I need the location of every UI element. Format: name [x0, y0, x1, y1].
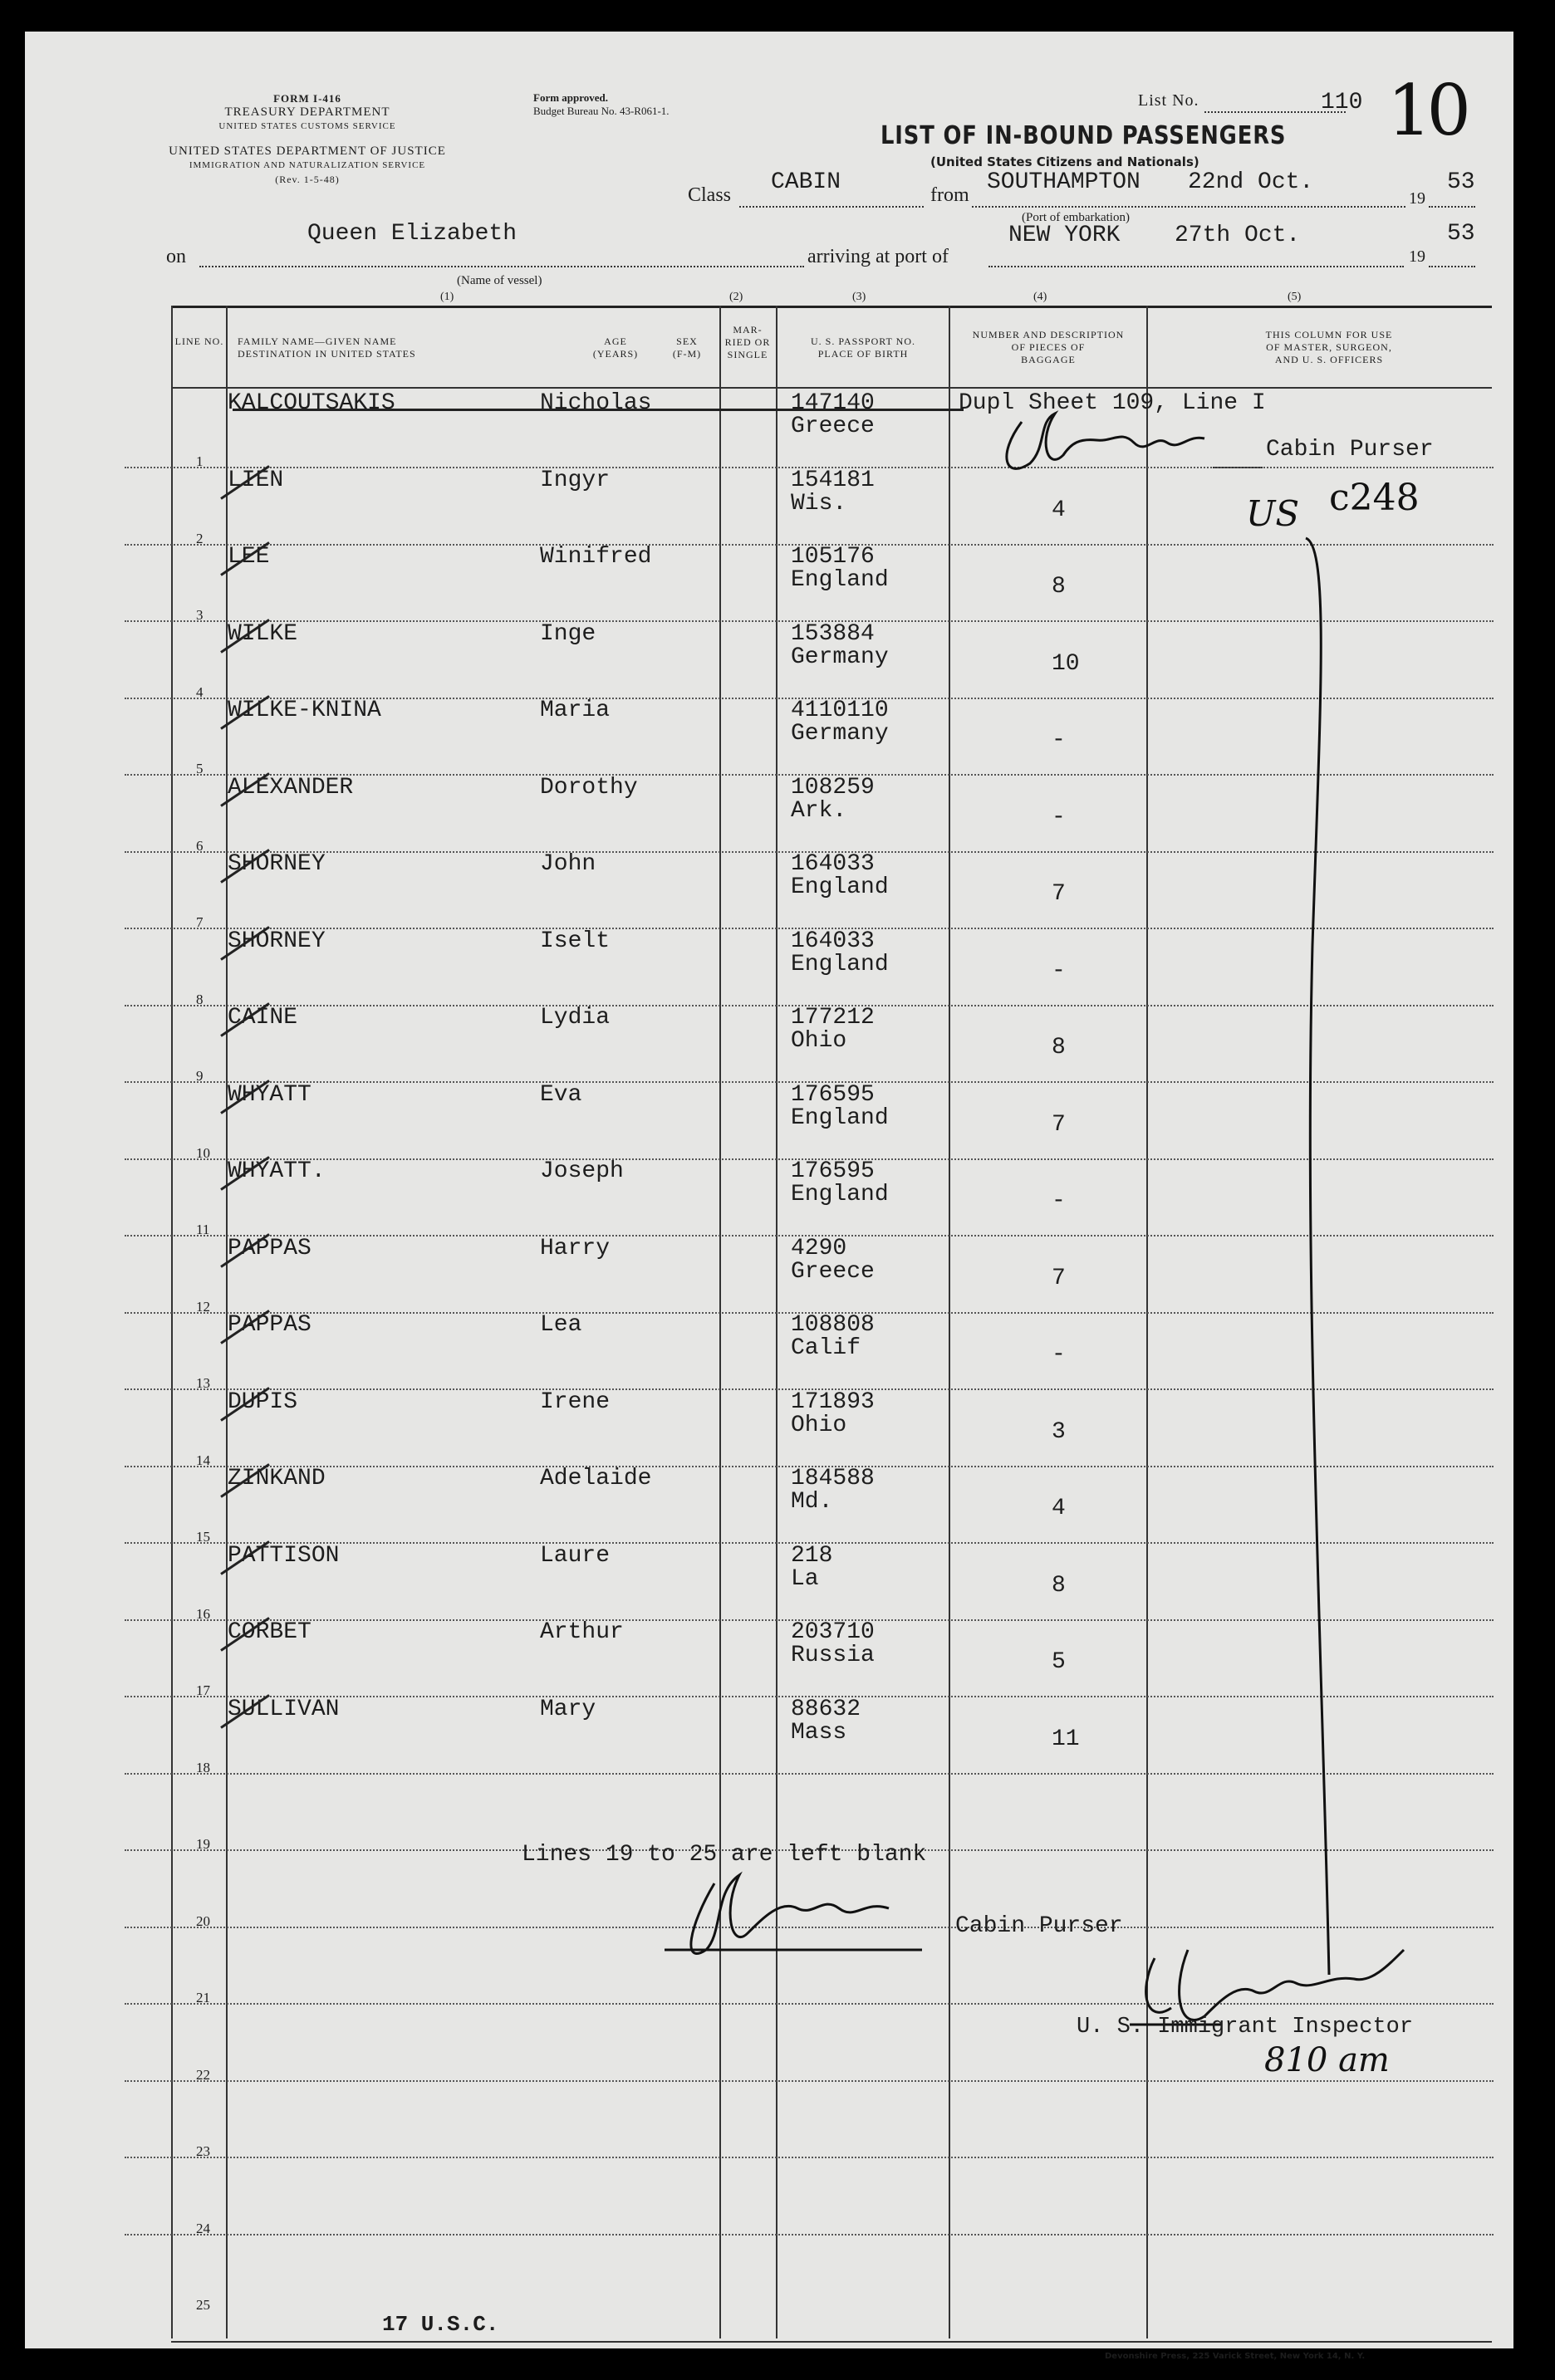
- line-number: 12: [196, 1298, 210, 1315]
- given-name: Nicholas: [540, 390, 652, 416]
- baggage-count: 3: [1052, 1418, 1066, 1445]
- line-number: 21: [196, 1990, 210, 2005]
- baggage-count: 8: [1052, 1035, 1066, 1060]
- passport-number: 154181: [791, 467, 875, 493]
- arrival-port: NEW YORK: [1008, 223, 1121, 248]
- passport-number: 153884: [791, 620, 875, 647]
- given-name: Joseph: [540, 1158, 624, 1184]
- passport-number: 108259: [791, 774, 875, 801]
- place-of-birth: England: [791, 1182, 889, 1207]
- passport-number: 171893: [791, 1388, 875, 1415]
- passport-number: 164033: [791, 851, 875, 877]
- given-name: Arthur: [540, 1619, 624, 1645]
- line-number: 1: [196, 453, 204, 469]
- family-name: WHYATT: [228, 1081, 311, 1108]
- arrival-year: 53: [1447, 221, 1475, 247]
- family-name: CAINE: [228, 1005, 298, 1031]
- port-embarkation-label: (Port of embarkation): [1022, 211, 1130, 224]
- list-no-value: 110: [1321, 90, 1363, 115]
- col-num-1: (1): [440, 291, 454, 303]
- given-name: Lydia: [540, 1005, 611, 1031]
- place-of-birth: England: [791, 1104, 889, 1131]
- place-of-birth: England: [791, 951, 889, 977]
- family-name: CORBET: [228, 1619, 311, 1645]
- year-prefix: 19: [1409, 247, 1425, 266]
- year-prefix: 19: [1409, 189, 1425, 208]
- line-number: 22: [196, 2066, 210, 2083]
- baggage-count: 8: [1052, 574, 1066, 600]
- header-birth-label: PLACE OF BIRTH: [817, 348, 909, 360]
- line-number: 17: [196, 1682, 210, 1698]
- family-name: LEE: [228, 544, 270, 570]
- baggage-count: 5: [1052, 1649, 1066, 1675]
- given-name: Laure: [540, 1542, 611, 1569]
- header-baggage-line-1: NUMBER AND DESCRIPTION: [972, 329, 1125, 340]
- given-name: Dorothy: [540, 774, 638, 801]
- line-number: 25: [196, 2297, 210, 2313]
- baggage-count: 7: [1052, 1265, 1066, 1291]
- arriving-label: arriving at port of: [807, 246, 949, 267]
- family-name: DUPIS: [228, 1388, 298, 1415]
- given-name: Eva: [540, 1081, 582, 1108]
- year-value: 53: [1447, 169, 1475, 195]
- passport-number: 184588: [791, 1466, 875, 1491]
- header-married: MAR-RIED OR SINGLE: [724, 324, 771, 360]
- class-value: CABIN: [771, 169, 841, 195]
- cabin-purser-label-2: Cabin Purser: [955, 1913, 1123, 1939]
- revision-label: (Rev. 1-5-48): [275, 174, 340, 185]
- header-family-name-label: FAMILY NAME—GIVEN NAME: [238, 335, 397, 347]
- footer-printer: Devonshire Press, 225 Varick Street, New York 14, N. Y.: [1105, 2352, 1366, 2361]
- passport-number: 4290: [791, 1235, 847, 1261]
- us-mark: US: [1246, 493, 1300, 534]
- header-officers-line-1: THIS COLUMN FOR USE: [1265, 329, 1393, 340]
- family-name: PAPPAS: [228, 1312, 311, 1338]
- budget-label: Budget Bureau No. 43-R061-1.: [533, 105, 670, 117]
- inspector-label: U. S. Immigrant Inspector: [1077, 2015, 1414, 2040]
- given-name: Iselt: [540, 928, 611, 954]
- line-number: 23: [196, 2143, 210, 2159]
- baggage-count: -: [1052, 1188, 1066, 1214]
- treasury-label: TREASURY DEPARTMENT: [224, 105, 390, 119]
- line-number: 15: [196, 1529, 210, 1545]
- place-of-birth: Greece: [791, 1258, 875, 1285]
- line-number: 9: [196, 1068, 204, 1084]
- col-num-2: (2): [729, 291, 743, 303]
- baggage-count: -: [1052, 1342, 1066, 1368]
- header-baggage-line-2: OF PIECES OF: [1011, 341, 1086, 353]
- passenger-list-form: [25, 32, 1513, 2361]
- header-baggage: [954, 329, 1143, 366]
- place-of-birth: Ark.: [791, 797, 847, 824]
- family-name: PATTISON: [228, 1542, 340, 1569]
- header-age: [585, 335, 646, 360]
- baggage-count: 7: [1052, 1111, 1066, 1138]
- justice-label: UNITED STATES DEPARTMENT OF JUSTICE: [169, 144, 446, 158]
- place-of-birth: Md.: [791, 1489, 833, 1515]
- given-name: Mary: [540, 1696, 596, 1722]
- line-number: 20: [196, 1912, 210, 1929]
- line-number: 5: [196, 761, 204, 776]
- baggage-count: -: [1052, 957, 1066, 984]
- baggage-count: 8: [1052, 1572, 1066, 1599]
- purser-signature-2: [656, 1858, 939, 1975]
- family-name: SHORNEY: [228, 928, 326, 954]
- family-name: SULLIVAN: [228, 1696, 340, 1722]
- from-date: 22nd Oct.: [1188, 169, 1314, 195]
- passport-number: 176595: [791, 1158, 875, 1184]
- family-name: LIEN: [228, 467, 284, 493]
- line-number: 3: [196, 607, 204, 623]
- vessel-name-label: (Name of vessel): [457, 274, 542, 287]
- header-passport: [782, 335, 944, 360]
- baggage-count: -: [1052, 804, 1066, 830]
- col-num-5: (5): [1288, 291, 1302, 303]
- justice-block: [158, 144, 457, 187]
- family-name: ZINKAND: [228, 1466, 326, 1491]
- passport-number: 147140: [791, 390, 875, 416]
- given-name: Harry: [540, 1235, 611, 1261]
- blank-lines-note: Lines 19 to 25 are left blank: [522, 1842, 927, 1868]
- passport-number: 88632: [791, 1696, 861, 1722]
- strike-line-1: [233, 409, 964, 411]
- given-name: Lea: [540, 1312, 582, 1338]
- col-num-3: (3): [852, 291, 866, 303]
- table-header-rule: [171, 387, 1492, 389]
- form-approved-label: Form approved.: [533, 91, 609, 104]
- footer-statute: 17 U.S.C.: [382, 2312, 499, 2337]
- header-destination-label: DESTINATION IN UNITED STATES: [238, 348, 416, 360]
- us-number: c248: [1329, 477, 1420, 519]
- baggage-count: -: [1052, 727, 1066, 753]
- bracket-line: [1254, 530, 1354, 1991]
- passport-number: 203710: [791, 1619, 875, 1645]
- line-number: 14: [196, 1452, 210, 1468]
- line-number: 16: [196, 1605, 210, 1622]
- given-name: Maria: [540, 698, 611, 723]
- approval-block: [533, 91, 670, 118]
- place-of-birth: Ohio: [791, 1028, 847, 1054]
- list-no-label: List No.: [1138, 91, 1199, 110]
- family-name: SHORNEY: [228, 851, 326, 877]
- header-family-name: [238, 335, 503, 360]
- given-name: Irene: [540, 1388, 611, 1415]
- line-number: 24: [196, 2220, 210, 2236]
- class-label: Class: [688, 184, 732, 206]
- from-label: from: [930, 184, 969, 206]
- header-passport-label: U. S. PASSPORT NO.: [811, 335, 915, 347]
- line-number: 4: [196, 683, 204, 700]
- col-num-4: (4): [1033, 291, 1047, 303]
- header-age-label: AGE: [604, 335, 627, 347]
- line-number: 10: [196, 1144, 210, 1161]
- family-name: WHYATT.: [228, 1158, 326, 1184]
- passport-number: 108808: [791, 1312, 875, 1338]
- line-number: 6: [196, 837, 204, 854]
- purser-signature: [988, 405, 1238, 488]
- passport-number: 218: [791, 1542, 833, 1569]
- row-divider: [125, 2234, 1494, 2236]
- header-officers: [1180, 329, 1479, 366]
- passport-number: 176595: [791, 1081, 875, 1108]
- family-name: KALCOUTSAKIS: [228, 390, 395, 416]
- place-of-birth: Greece: [791, 414, 875, 439]
- on-label: on: [166, 246, 186, 267]
- given-name: Inge: [540, 620, 596, 647]
- customs-label: UNITED STATES CUSTOMS SERVICE: [218, 121, 396, 131]
- place-of-birth: Russia: [791, 1643, 875, 1668]
- duplicate-note: Dupl Sheet 109, Line I: [959, 390, 1266, 416]
- line-number: 11: [196, 1222, 210, 1237]
- form-title: LIST OF IN-BOUND PASSENGERS: [881, 121, 1287, 150]
- family-name: WILKE-KNINA: [228, 698, 381, 723]
- place-of-birth: England: [791, 874, 889, 900]
- line-number: 19: [196, 1836, 210, 1852]
- line-number: 7: [196, 914, 204, 930]
- row-divider: [125, 2080, 1494, 2082]
- cabin-purser-label-1: Cabin Purser: [1266, 437, 1434, 463]
- line-number: 18: [196, 1759, 210, 1775]
- passport-number: 105176: [791, 544, 875, 570]
- family-name: WILKE: [228, 620, 298, 647]
- form-subtitle: (United States Citizens and Nationals): [930, 154, 1199, 169]
- immigration-label: IMMIGRATION AND NATURALIZATION SERVICE: [189, 160, 426, 170]
- place-of-birth: Wis.: [791, 490, 847, 517]
- family-name: PAPPAS: [228, 1235, 311, 1261]
- baggage-count: 7: [1052, 881, 1066, 907]
- baggage-count: 11: [1052, 1726, 1080, 1752]
- given-name: Ingyr: [540, 467, 611, 493]
- passport-number: 177212: [791, 1005, 875, 1031]
- header-officers-line-3: AND U. S. OFFICERS: [1274, 354, 1384, 365]
- given-name: Winifred: [540, 544, 652, 570]
- place-of-birth: Calif: [791, 1335, 861, 1361]
- form-number: FORM I-416: [273, 92, 341, 105]
- passport-number: 4110110: [791, 698, 889, 723]
- place-of-birth: La: [791, 1565, 819, 1592]
- from-port: SOUTHAMPTON: [987, 169, 1140, 195]
- passport-number: 164033: [791, 928, 875, 954]
- header-baggage-line-3: BAGGAGE: [1021, 354, 1076, 365]
- arrival-date: 27th Oct.: [1175, 223, 1301, 248]
- header-sex-label: SEX: [676, 335, 698, 347]
- header-years-label: (YEARS): [592, 348, 639, 360]
- agency-block: [166, 91, 449, 134]
- place-of-birth: England: [791, 567, 889, 593]
- place-of-birth: Germany: [791, 721, 889, 747]
- row-divider: [125, 2157, 1494, 2158]
- baggage-count: 4: [1052, 1496, 1066, 1521]
- vessel-name: Queen Elizabeth: [307, 221, 518, 247]
- family-name: ALEXANDER: [228, 774, 354, 801]
- place-of-birth: Ohio: [791, 1412, 847, 1438]
- baggage-count: 4: [1052, 497, 1066, 523]
- header-fm-label: (F-M): [672, 348, 702, 360]
- given-name: John: [540, 851, 596, 877]
- given-name: Adelaide: [540, 1466, 652, 1491]
- list-no-handwritten: 10: [1387, 70, 1466, 151]
- header-line-no: LINE NO.: [174, 335, 224, 347]
- place-of-birth: Mass: [791, 1719, 847, 1746]
- header-officers-line-2: OF MASTER, SURGEON,: [1266, 341, 1392, 353]
- line-number: 2: [196, 530, 204, 546]
- header-sex: [658, 335, 716, 360]
- inspector-time: 810 am: [1264, 2041, 1390, 2079]
- line-number: 13: [196, 1375, 210, 1391]
- line-number: 8: [196, 991, 204, 1007]
- place-of-birth: Germany: [791, 644, 889, 670]
- baggage-count: 10: [1052, 650, 1080, 677]
